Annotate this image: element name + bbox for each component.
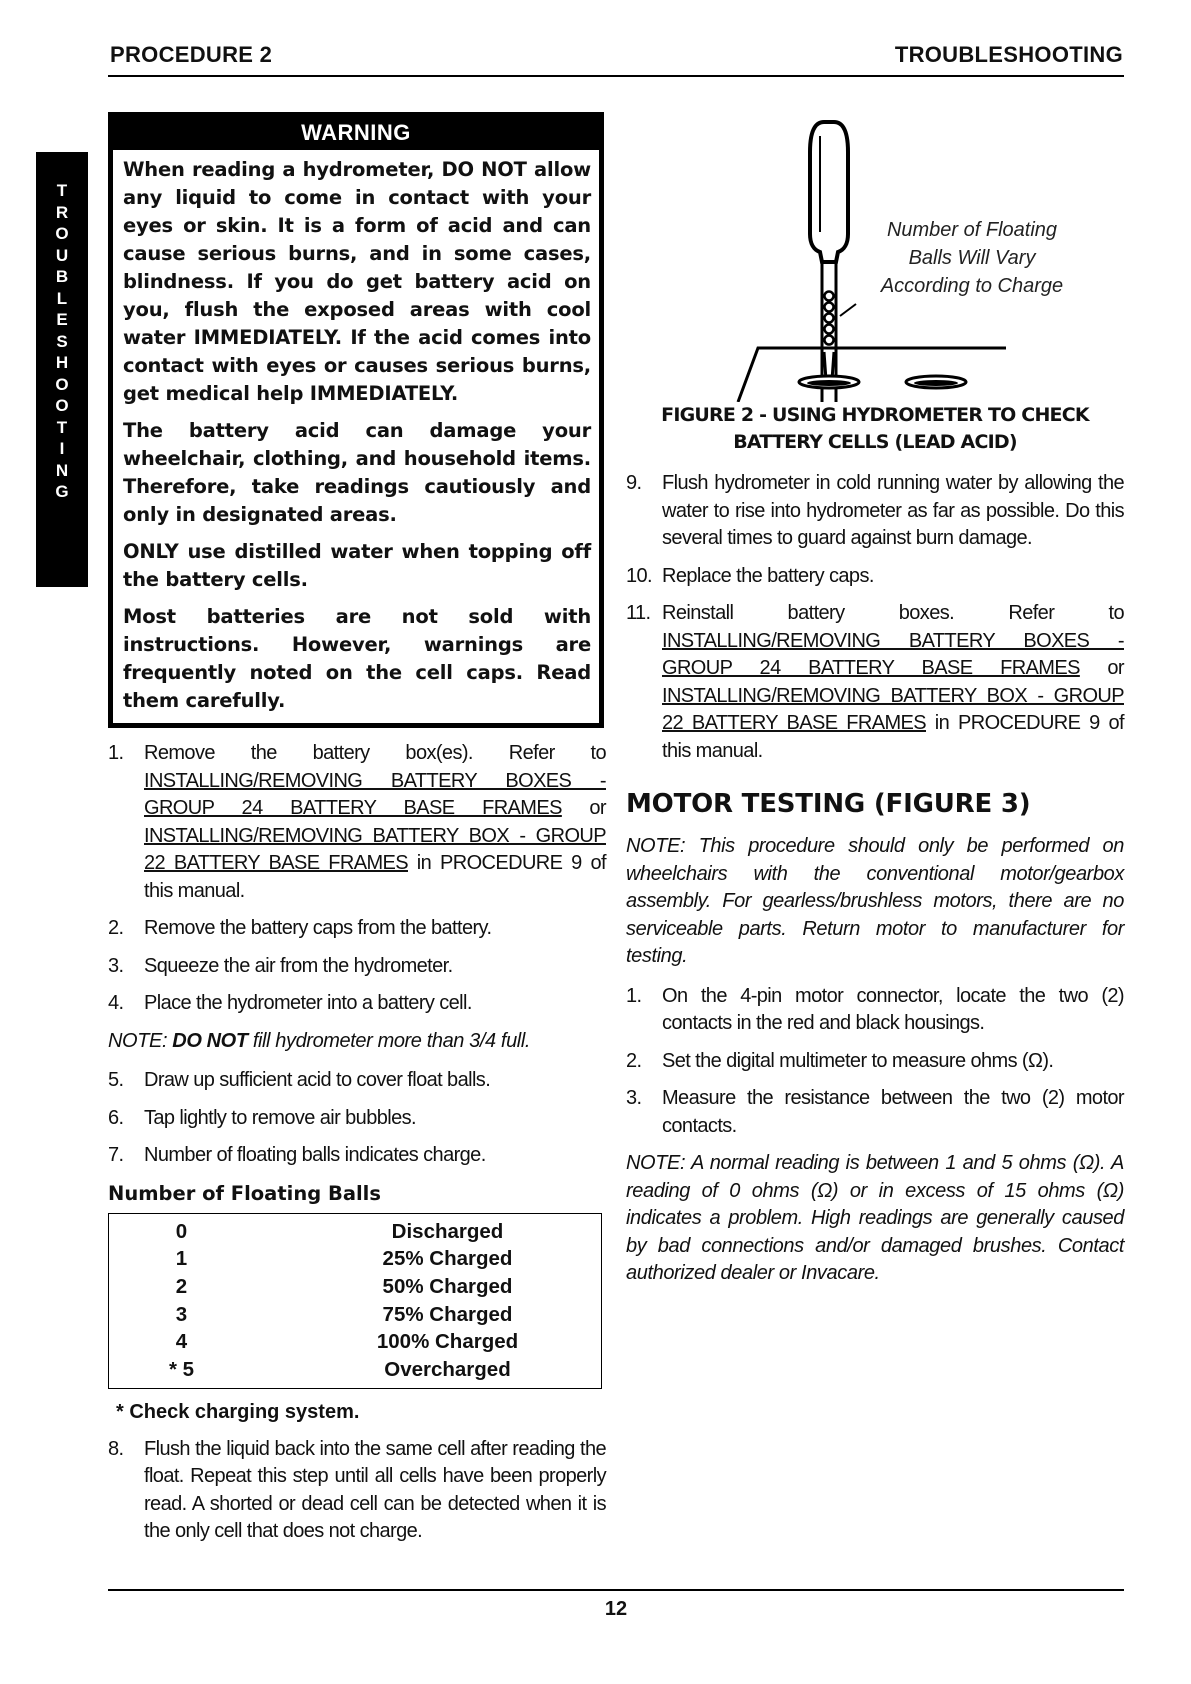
side-tab-letter: O [55,396,69,415]
step-text: Replace the battery caps. [662,564,874,587]
step-text-part: in PROCEDURE 9 of this manual. [662,712,1124,762]
step-number: 4. [108,992,124,1014]
step-text: Number of floating balls indicates charge. [144,1144,486,1166]
float-balls-table [108,1213,602,1389]
step-text: On the 4-pin motor connector, locate the two (2) contacts in the red and black housings. [662,984,1124,1034]
header-divider [108,75,1124,77]
step-item [108,1105,606,1133]
step-text: Tap lightly to remove air bubbles. [144,1106,416,1129]
table-cell-status: 50% Charged [382,1274,513,1298]
steps-list-3 [108,1436,606,1546]
figure-caption-line: FIGURE 2 - USING HYDROMETER TO CHECK [661,404,1089,426]
table-cell-balls: 3 [175,1302,188,1326]
header-procedure: PROCEDURE 2 [110,42,273,67]
step-item [108,1067,606,1095]
step-number: 6. [108,1106,124,1129]
step-text: Flush the liquid back into the same cell after reading the float. Repeat this step until all cells have been properly read. A shorted or dead cell can be detected when it is the only cell that does not charge. [144,1437,606,1543]
hydrometer-figure [626,112,1124,402]
step-number: 7. [108,1144,124,1166]
note-motor-type: NOTE: This procedure should only be performed on wheelchairs with the conventional motor/gearbox assembly. For gearless/brushless motors, there are no serviceable parts. Return motor to manufacturer for testing. [626,835,1124,967]
step-item [108,740,606,905]
note-normal-reading: NOTE: A normal reading is between 1 and 5 ohms (Ω). A reading of 0 ohms (Ω) or in excess of 15 ohms (Ω) indicates a problem. High readings are generally caused by bad connections and/or damaged brushes. Contact authorized dealer or Invacare. [626,1152,1124,1284]
table-cell-balls: 0 [175,1219,188,1243]
warning-paragraph: Most batteries are not sold with instructions. However, warnings are frequently noted on the cell caps. Read them carefully. [123,605,591,712]
figure-callout-line: Number of Floating [886,219,1058,241]
note-fill-limit [108,1028,606,1056]
float-table-title: Number of Floating Balls [108,1181,381,1205]
cross-reference-link[interactable]: INSTALLING/REMOVING BATTERY BOX - GROUP 22 BATTERY BASE FRAMES [662,684,1124,734]
step-item [108,953,606,981]
table-row [109,1218,601,1246]
side-tab-letter: B [55,267,69,286]
step-item [626,600,1124,765]
table-footnote: * Check charging system. [116,1400,360,1423]
side-tab-letter: T [56,181,68,200]
side-tab-letter: N [55,460,69,480]
step-text: Flush hydrometer in cold running water by allowing the water to rise into hydrometer as far as possible. Do this several times to guard against burn damage. [662,472,1124,549]
footer-divider [108,1589,1124,1591]
side-tab-letter: L [56,288,68,308]
step-text [662,600,1124,765]
step-number: 3. [626,1087,642,1109]
step-number: 9. [626,472,642,494]
step-item [626,563,1124,591]
step-text: Draw up sufficient acid to cover float balls. [144,1069,491,1091]
warning-body [113,150,599,723]
note-text-part: fill hydrometer more than 3/4 full. [247,1029,531,1052]
figure-caption-line: BATTERY CELLS (LEAD ACID) [733,431,1017,453]
cross-reference-link[interactable]: INSTALLING/REMOVING BATTERY BOXES - GROUP 24 BATTERY BASE FRAMES [144,769,606,819]
figure-callout [854,216,1090,300]
cross-reference-link[interactable]: INSTALLING/REMOVING BATTERY BOXES - GROUP 24 BATTERY BASE FRAMES [662,629,1124,679]
step-text-part: Remove the battery box(es). Refer to [144,742,606,764]
figure-callout-line: Balls Will Vary [908,247,1036,269]
step-text-part: or [1079,657,1124,679]
steps-list-motor [626,983,1124,1141]
side-tab-letter: G [55,482,69,501]
warning-title: WARNING [113,117,599,150]
side-tab-letter: R [55,202,69,222]
steps-list-1 [108,740,606,1018]
step-item [108,1142,606,1170]
step-text: Set the digital multimeter to measure ohms (Ω). [662,1049,1054,1072]
table-cell-balls: 4 [175,1330,188,1354]
table-cell-balls: 1 [175,1247,188,1271]
step-text: Squeeze the air from the hydrometer. [144,954,453,977]
table-row [109,1328,601,1356]
step-number: 1. [108,742,124,764]
side-tab-letter: E [56,310,68,329]
step-number: 2. [108,917,124,939]
left-column [108,112,606,1556]
step-number: 2. [626,1049,642,1072]
side-tab-letter: T [56,417,68,437]
side-tab-letter: O [55,374,69,394]
side-tab-troubleshooting [36,152,88,587]
section-title-motor-testing: MOTOR TESTING (FIGURE 3) [626,789,1031,819]
note-text-part: NOTE: [108,1029,173,1052]
step-item [626,1085,1124,1140]
step-text: Place the hydrometer into a battery cell. [144,992,472,1014]
step-text: Remove the battery caps from the battery. [144,917,492,939]
step-number: 11. [626,602,651,624]
step-item [626,983,1124,1038]
side-tab-letter: U [55,245,69,265]
warning-paragraph: When reading a hydrometer, DO NOT allow any liquid to come in contact with your eyes or skin. It is a form of acid and can cause serious burns, and in some cases, blindness. If you do get battery acid on you, flush the exposed areas with cool water IMMEDIATELY. If the acid comes into contact with eyes or causes serious burns, get medical help IMMEDIATELY. [123,158,591,405]
step-text-part: Reinstall battery boxes. Refer to [662,602,1124,624]
step-text-part: or [561,797,606,819]
figure-callout-line: According to Charge [880,275,1064,297]
warning-box [108,112,604,728]
table-cell-status: Discharged [391,1219,504,1243]
right-column [626,112,1124,1300]
step-item [626,1048,1124,1076]
step-text [144,740,606,905]
step-item [108,990,606,1018]
step-item [108,1436,606,1546]
table-cell-status: Overcharged [384,1358,511,1382]
table-cell-balls: * 5 [168,1358,195,1382]
steps-list-4 [626,470,1124,765]
cross-reference-link[interactable]: INSTALLING/REMOVING BATTERY BOX - GROUP 22 BATTERY BASE FRAMES [144,824,606,874]
warning-paragraph: The battery acid can damage your wheelchair, clothing, and household items. Therefore, take readings cautiously and only in designated areas. [123,419,591,526]
page-number: 12 [604,1598,628,1620]
step-text: Measure the resistance between the two (2) motor contacts. [662,1087,1124,1137]
warning-paragraph: ONLY use distilled water when topping off the battery cells. [123,540,591,591]
table-row [109,1273,601,1301]
step-item [626,470,1124,553]
step-text-part: in PROCEDURE 9 of this manual. [144,852,606,902]
side-tab-letter: H [55,353,69,372]
step-number: 1. [626,984,642,1007]
step-number: 8. [108,1437,124,1460]
figure-caption [626,402,1124,456]
table-cell-status: 100% Charged [376,1330,519,1354]
header-section: TROUBLESHOOTING [894,42,1123,67]
step-item [108,915,606,943]
steps-list-2 [108,1067,606,1170]
side-tab-letter: I [59,439,65,458]
side-tab-letter: O [55,224,69,243]
table-cell-status: 75% Charged [382,1302,513,1326]
step-number: 3. [108,954,124,977]
table-cell-balls: 2 [175,1274,188,1298]
step-number: 10. [626,564,653,587]
note-emphasis: DO NOT [172,1029,248,1052]
table-cell-status: 25% Charged [382,1247,513,1271]
side-tab-letter: S [56,331,68,351]
table-row [109,1245,601,1273]
table-row [109,1356,601,1384]
table-row [109,1301,601,1329]
step-number: 5. [108,1069,124,1091]
